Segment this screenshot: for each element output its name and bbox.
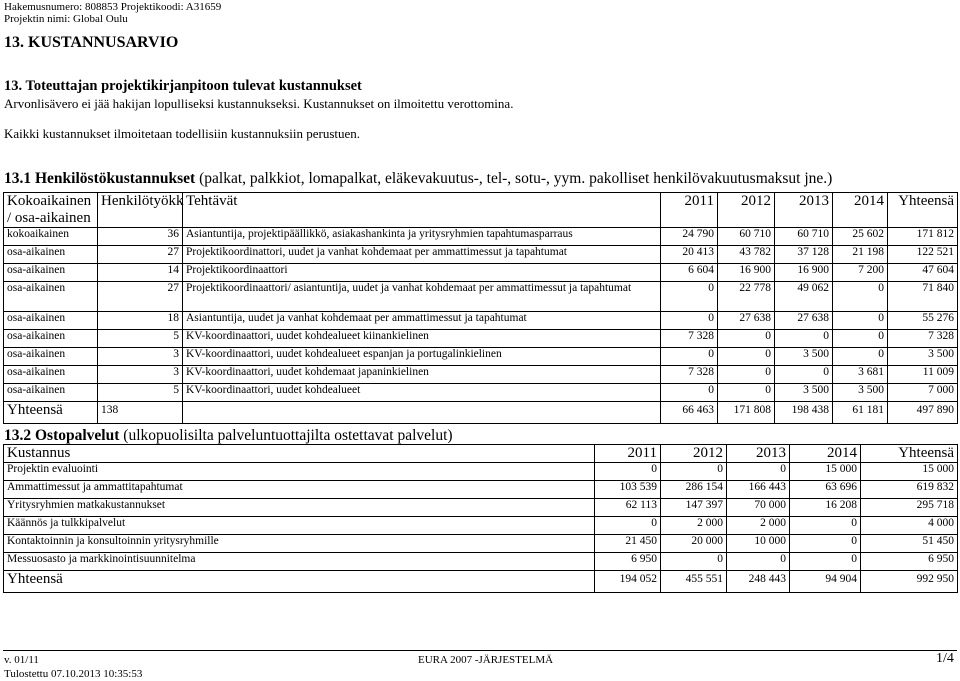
total-2014: 94 904	[790, 571, 861, 593]
table-header-row	[4, 193, 958, 228]
person-months: 14	[98, 264, 183, 282]
total-row	[4, 571, 958, 593]
total-2013: 198 438	[775, 402, 833, 424]
value-2014: 0	[833, 348, 888, 366]
personnel-costs-table	[3, 192, 958, 424]
value-2012: 20 000	[661, 535, 727, 553]
value-total: 3 500	[888, 348, 958, 366]
purchased-services-table	[3, 444, 958, 593]
cost-name: Projektin evaluointi	[4, 463, 595, 481]
total-2012: 455 551	[661, 571, 727, 593]
task: KV-koordinaattori, uudet kohdealueet kiinankielinen	[183, 330, 661, 348]
value-2011: 0	[661, 348, 718, 366]
value-2012: 0	[718, 348, 775, 366]
value-2013: 49 062	[775, 282, 833, 312]
page-number: 1/4	[936, 651, 954, 666]
version-label: v. 01/11	[4, 654, 39, 666]
table-row	[4, 348, 958, 366]
employment-type: osa-aikainen	[4, 384, 98, 402]
cost-name: Yritysryhmien matkakustannukset	[4, 499, 595, 517]
costs-note: Kaikki kustannukset ilmoitetaan todellisiin kustannuksiin perustuen.	[4, 126, 361, 141]
value-2014: 7 200	[833, 264, 888, 282]
value-2014: 15 000	[790, 463, 861, 481]
value-2014: 3 681	[833, 366, 888, 384]
project-name: Projektin nimi: Global Oulu	[4, 13, 128, 25]
value-2011: 20 413	[661, 246, 718, 264]
value-total: 619 832	[861, 481, 958, 499]
value-2011: 7 328	[661, 330, 718, 348]
col-person-months: Henkilötyökk	[98, 193, 183, 228]
task: KV-koordinaattori, uudet kohdealueet	[183, 384, 661, 402]
section-13-1-heading	[4, 170, 832, 188]
value-2013: 0	[727, 463, 790, 481]
value-total: 7 000	[888, 384, 958, 402]
value-2013: 3 500	[775, 384, 833, 402]
value-2012: 0	[718, 330, 775, 348]
person-months: 36	[98, 228, 183, 246]
table-row	[4, 384, 958, 402]
value-2013: 10 000	[727, 535, 790, 553]
value-2014: 0	[833, 312, 888, 330]
person-months: 3	[98, 348, 183, 366]
section-13-2-subtitle: (ulkopuolisilta palveluntuottajilta ostettavat palvelut)	[119, 427, 453, 444]
col-cost: Kustannus	[4, 445, 595, 463]
value-total: 15 000	[861, 463, 958, 481]
value-2012: 0	[718, 366, 775, 384]
table-row	[4, 535, 958, 553]
value-2014: 3 500	[833, 384, 888, 402]
section-13-heading: 13. Toteuttajan projektikirjanpitoon tulevat kustannukset	[4, 78, 362, 94]
value-total: 47 604	[888, 264, 958, 282]
value-2012: 60 710	[718, 228, 775, 246]
employment-type: osa-aikainen	[4, 348, 98, 366]
value-total: 122 521	[888, 246, 958, 264]
total-task-empty	[183, 402, 661, 424]
page-title: 13. KUSTANNUSARVIO	[4, 34, 179, 51]
value-total: 51 450	[861, 535, 958, 553]
value-2014: 0	[790, 517, 861, 535]
task: KV-koordinaattori, uudet kohdemaat japaninkielinen	[183, 366, 661, 384]
value-2011: 0	[595, 517, 661, 535]
person-months: 18	[98, 312, 183, 330]
table-row	[4, 366, 958, 384]
value-total: 295 718	[861, 499, 958, 517]
col-2014: 2014	[833, 193, 888, 228]
vat-note: Arvonlisävero ei jää hakijan lopulliseksi kustannukseksi. Kustannukset on ilmoitettu verottomina.	[4, 96, 514, 111]
person-months: 5	[98, 330, 183, 348]
employment-type: osa-aikainen	[4, 330, 98, 348]
total-2014: 61 181	[833, 402, 888, 424]
total-label: Yhteensä	[4, 571, 595, 593]
col-tasks: Tehtävät	[183, 193, 661, 228]
col-employment-type: Kokoaikainen / osa-aikainen	[4, 193, 98, 228]
value-2012: 0	[661, 463, 727, 481]
value-2012: 0	[661, 553, 727, 571]
task: KV-koordinaattori, uudet kohdealueet espanjan ja portugalinkielinen	[183, 348, 661, 366]
task: Projektikoordinattori, uudet ja vanhat kohdemaat per ammattimessut ja tapahtumat	[183, 246, 661, 264]
value-2014: 0	[833, 282, 888, 312]
employment-type: osa-aikainen	[4, 312, 98, 330]
col-2011: 2011	[661, 193, 718, 228]
value-2013: 70 000	[727, 499, 790, 517]
cost-name: Käännös ja tulkkipalvelut	[4, 517, 595, 535]
value-2011: 24 790	[661, 228, 718, 246]
value-2012: 27 638	[718, 312, 775, 330]
col-total: Yhteensä	[888, 193, 958, 228]
value-2011: 0	[595, 463, 661, 481]
table-row	[4, 330, 958, 348]
value-2013: 60 710	[775, 228, 833, 246]
value-2011: 62 113	[595, 499, 661, 517]
value-2013: 2 000	[727, 517, 790, 535]
application-number: Hakemusnumero: 808853 Projektikoodi: A31659	[4, 1, 222, 13]
table-row	[4, 499, 958, 517]
value-total: 11 009	[888, 366, 958, 384]
employment-type: osa-aikainen	[4, 264, 98, 282]
value-2011: 7 328	[661, 366, 718, 384]
table-row	[4, 264, 958, 282]
value-total: 4 000	[861, 517, 958, 535]
person-months: 5	[98, 384, 183, 402]
value-2011: 103 539	[595, 481, 661, 499]
person-months: 3	[98, 366, 183, 384]
table-row	[4, 312, 958, 330]
value-2012: 286 154	[661, 481, 727, 499]
cost-name: Messuosasto ja markkinointisuunnitelma	[4, 553, 595, 571]
table-row	[4, 517, 958, 535]
table-row	[4, 463, 958, 481]
value-2011: 6 604	[661, 264, 718, 282]
value-2013: 3 500	[775, 348, 833, 366]
total-sum: 992 950	[861, 571, 958, 593]
value-2012: 16 900	[718, 264, 775, 282]
value-2012: 43 782	[718, 246, 775, 264]
value-total: 55 276	[888, 312, 958, 330]
value-total: 6 950	[861, 553, 958, 571]
value-total: 7 328	[888, 330, 958, 348]
total-person-months: 138	[98, 402, 183, 424]
value-2013: 16 900	[775, 264, 833, 282]
total-sum: 497 890	[888, 402, 958, 424]
total-row	[4, 402, 958, 424]
section-13-1-title: 13.1 Henkilöstökustannukset	[4, 170, 196, 187]
person-months: 27	[98, 246, 183, 264]
value-2014: 16 208	[790, 499, 861, 517]
total-label: Yhteensä	[4, 402, 98, 424]
cost-name: Ammattimessut ja ammattitapahtumat	[4, 481, 595, 499]
value-2012: 0	[718, 384, 775, 402]
value-2011: 0	[661, 384, 718, 402]
table-row	[4, 246, 958, 264]
value-2013: 37 128	[775, 246, 833, 264]
col-2012: 2012	[661, 445, 727, 463]
task: Asiantuntija, uudet ja vanhat kohdemaat per ammattimessut ja tapahtumat	[183, 312, 661, 330]
table-header-row	[4, 445, 958, 463]
value-2013: 0	[727, 553, 790, 571]
value-2012: 22 778	[718, 282, 775, 312]
person-months: 27	[98, 282, 183, 312]
total-2011: 194 052	[595, 571, 661, 593]
value-2014: 21 198	[833, 246, 888, 264]
value-2014: 63 696	[790, 481, 861, 499]
col-2013: 2013	[727, 445, 790, 463]
value-2011: 6 950	[595, 553, 661, 571]
cost-name: Kontaktoinnin ja konsultoinnin yritysryhmille	[4, 535, 595, 553]
total-2013: 248 443	[727, 571, 790, 593]
value-2014: 0	[790, 535, 861, 553]
employment-type: osa-aikainen	[4, 246, 98, 264]
task: Asiantuntija, projektipäällikkö, asiakashankinta ja yritysryhmien tapahtumasparraus	[183, 228, 661, 246]
employment-type: osa-aikainen	[4, 282, 98, 312]
total-2012: 171 808	[718, 402, 775, 424]
col-2013: 2013	[775, 193, 833, 228]
task: Projektikoordinaattori	[183, 264, 661, 282]
value-2011: 0	[661, 312, 718, 330]
col-2014: 2014	[790, 445, 861, 463]
table-row	[4, 481, 958, 499]
table-row	[4, 282, 958, 312]
table-row	[4, 228, 958, 246]
col-2012: 2012	[718, 193, 775, 228]
value-2013: 166 443	[727, 481, 790, 499]
value-2011: 0	[661, 282, 718, 312]
value-2013: 0	[775, 330, 833, 348]
value-2014: 25 602	[833, 228, 888, 246]
section-13-2-title: 13.2 Ostopalvelut	[4, 427, 120, 444]
value-2012: 2 000	[661, 517, 727, 535]
section-13-2-heading	[4, 427, 453, 445]
value-total: 71 840	[888, 282, 958, 312]
employment-type: osa-aikainen	[4, 366, 98, 384]
value-2012: 147 397	[661, 499, 727, 517]
value-2014: 0	[833, 330, 888, 348]
value-2011: 21 450	[595, 535, 661, 553]
task: Projektikoordinaattori/ asiantuntija, uudet ja vanhat kohdemaat per ammattimessut ja tapahtumat	[183, 282, 661, 312]
table-row	[4, 553, 958, 571]
footer-divider	[3, 650, 957, 651]
value-2013: 27 638	[775, 312, 833, 330]
value-2013: 0	[775, 366, 833, 384]
print-timestamp: Tulostettu 07.10.2013 10:35:53	[4, 668, 143, 680]
col-2011: 2011	[595, 445, 661, 463]
col-total: Yhteensä	[861, 445, 958, 463]
system-label: EURA 2007 -JÄRJESTELMÄ	[418, 654, 554, 666]
total-2011: 66 463	[661, 402, 718, 424]
section-13-1-subtitle: (palkat, palkkiot, lomapalkat, eläkevakuutus-, tel-, sotu-, yym. pakolliset henkilövakuutusmaksut jne.)	[195, 170, 833, 187]
employment-type: kokoaikainen	[4, 228, 98, 246]
value-2014: 0	[790, 553, 861, 571]
value-total: 171 812	[888, 228, 958, 246]
